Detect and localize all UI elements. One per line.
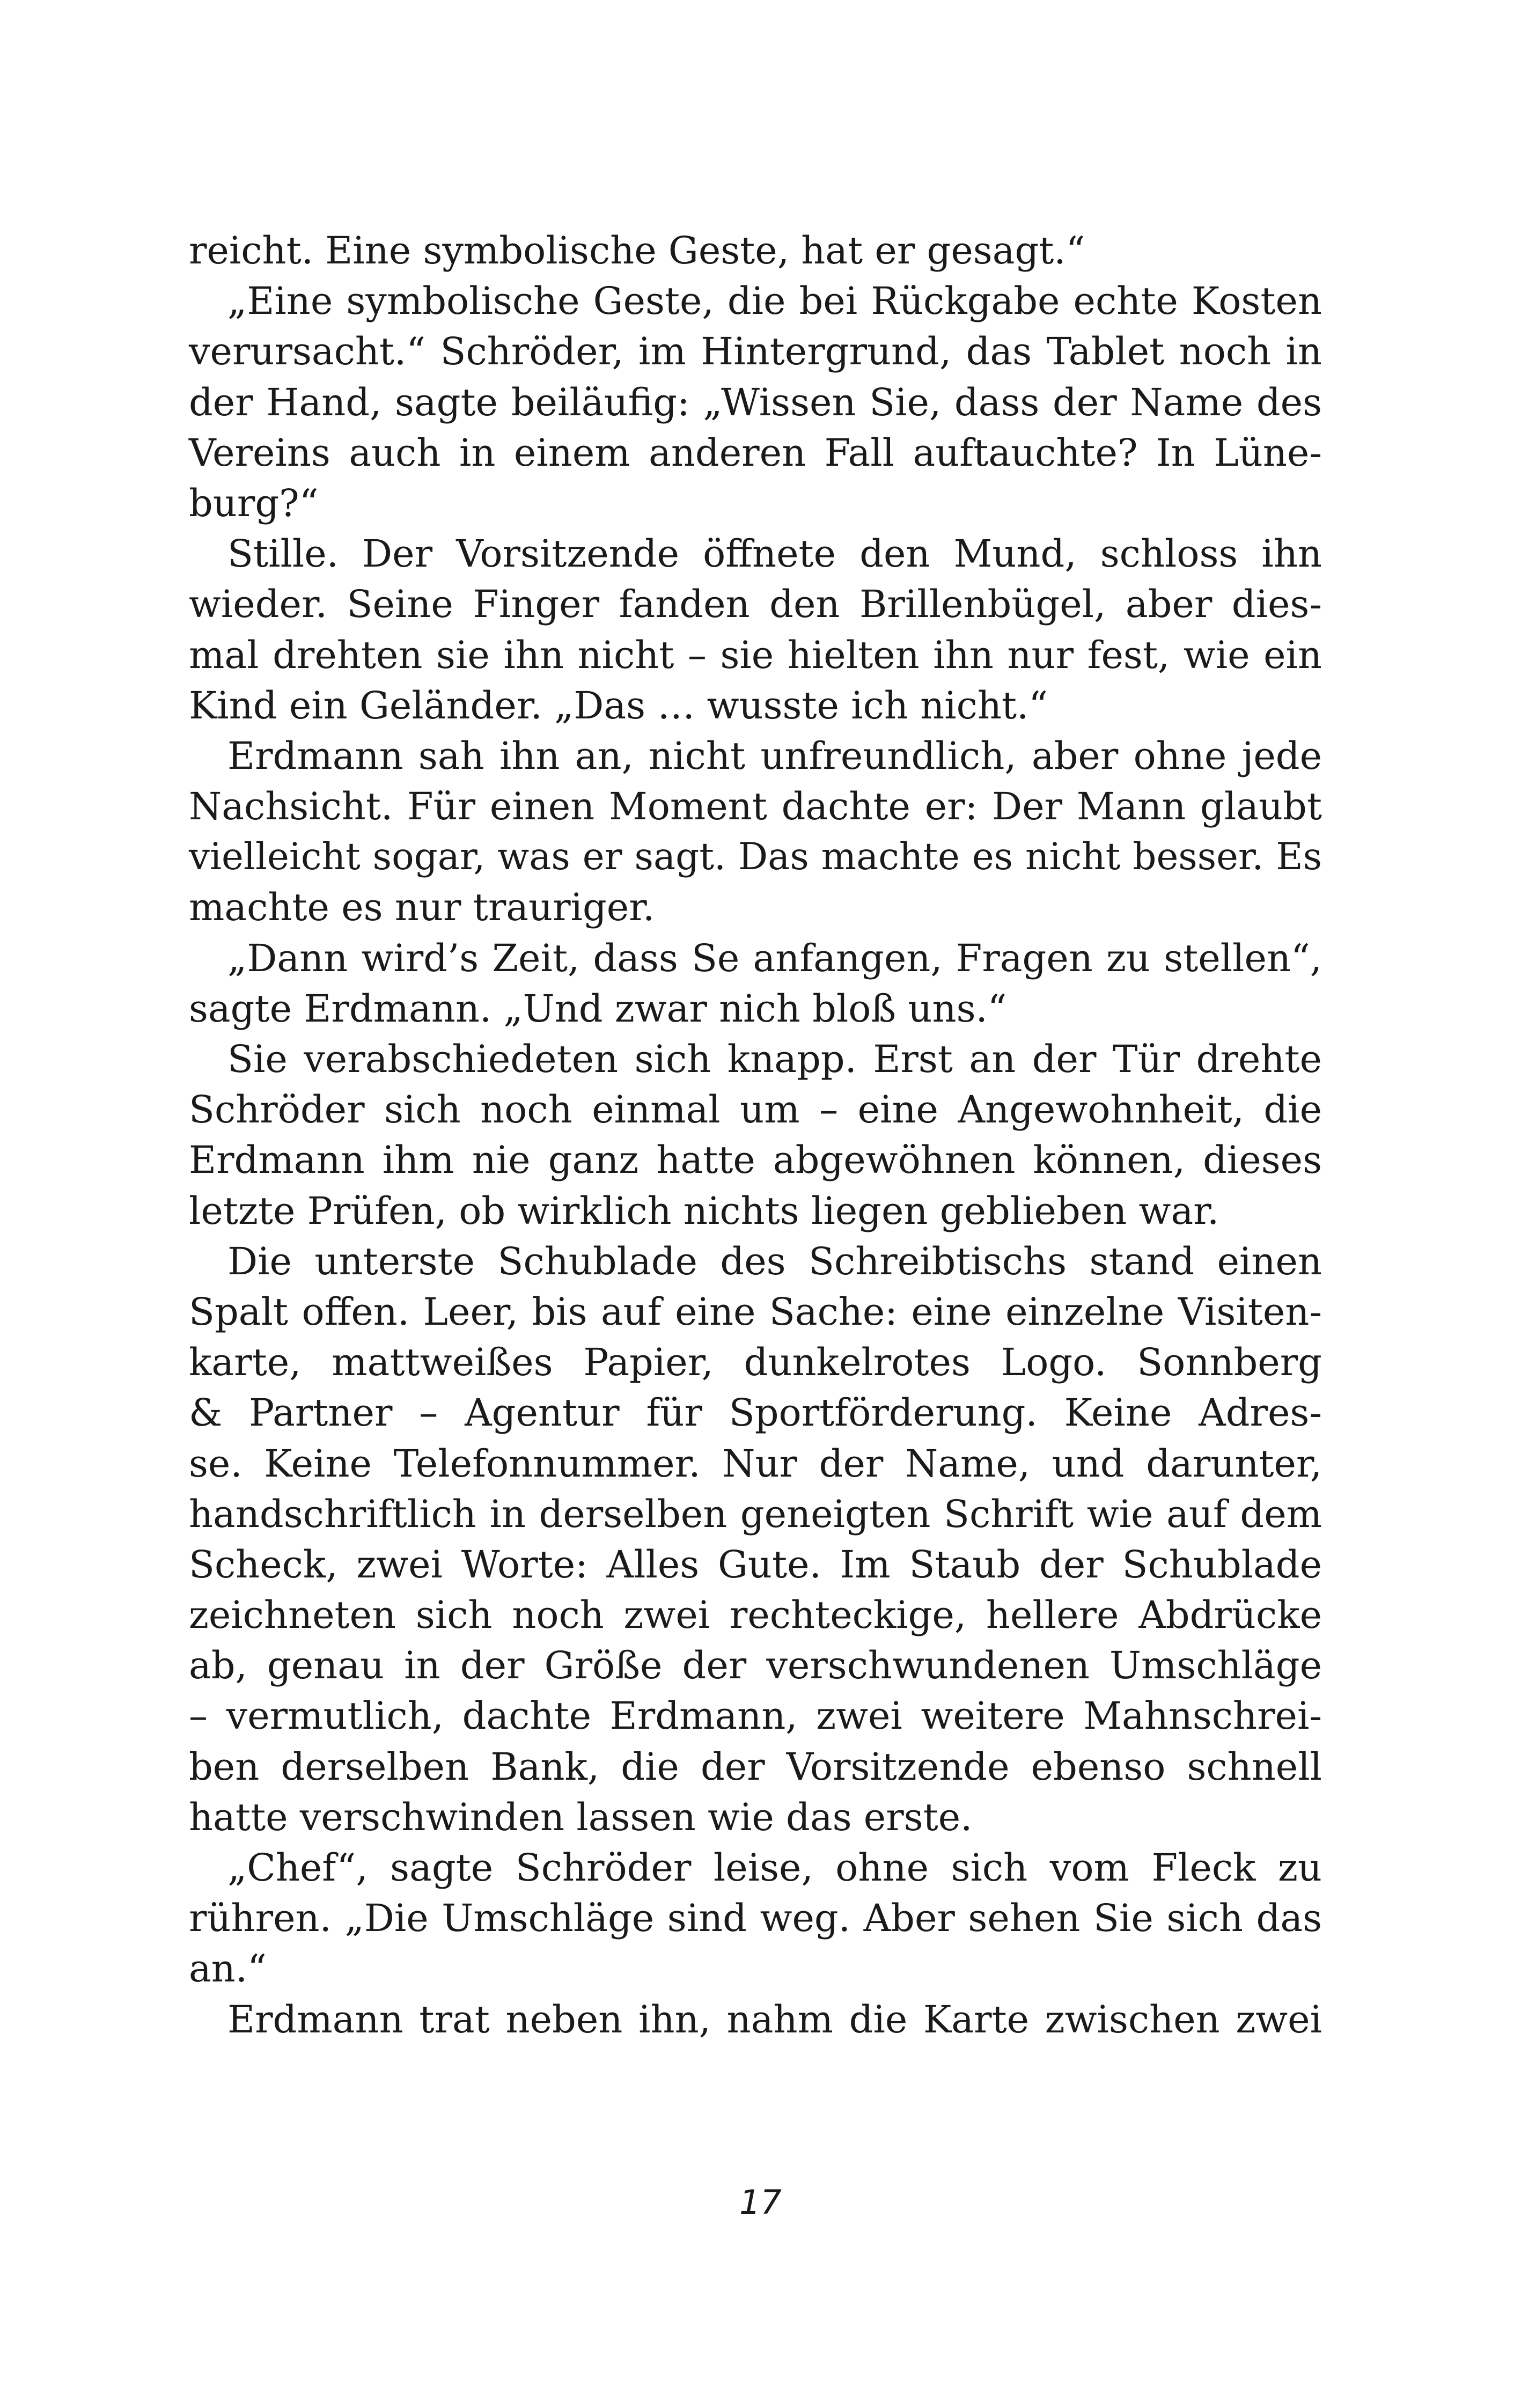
body-text bbox=[189, 225, 1322, 2045]
text-line: machte es nur trauriger. bbox=[189, 885, 655, 930]
text-line: karte, mattweißes Papier, dunkelrotes Logo. Sonnberg bbox=[189, 1340, 1322, 1385]
text-line: se. Keine Telefonnummer. Nur der Name, und darunter, bbox=[189, 1441, 1322, 1486]
text-line: Kind ein Geländer. „Das … wusste ich nicht.“ bbox=[189, 683, 1048, 728]
text-line: Nachsicht. Für einen Moment dachte er: Der Mann glaubt bbox=[189, 784, 1322, 829]
text-line: wieder. Seine Finger fanden den Brillenbügel, aber dies- bbox=[189, 582, 1322, 627]
text-line: letzte Prüfen, ob wirklich nichts liegen geblieben war. bbox=[189, 1188, 1219, 1233]
text-line: vielleicht sogar, was er sagt. Das machte es nicht besser. Es bbox=[189, 835, 1322, 879]
text-line: rühren. „Die Umschläge sind weg. Aber sehen Sie sich das bbox=[189, 1896, 1322, 1941]
text-line: hatte verschwinden lassen wie das erste. bbox=[189, 1795, 973, 1839]
text-line: Stille. Der Vorsitzende öffnete den Mund, schloss ihn bbox=[227, 532, 1322, 576]
text-line: der Hand, sagte beiläufig: „Wissen Sie, dass der Name des bbox=[189, 380, 1322, 424]
text-line: sagte Erdmann. „Und zwar nich bloß uns.“ bbox=[189, 986, 1007, 1031]
text-line: & Partner – Agentur für Sportförderung. Keine Adres- bbox=[189, 1391, 1322, 1435]
text-line: ben derselben Bank, die der Vorsitzende ebenso schnell bbox=[189, 1744, 1322, 1789]
text-line: mal drehten sie ihn nicht – sie hielten ihn nur fest, wie ein bbox=[189, 633, 1322, 677]
text-line: Erdmann ihm nie ganz hatte abgewöhnen können, dieses bbox=[189, 1138, 1322, 1183]
text-line: verursacht.“ Schröder, im Hintergrund, das Tablet noch in bbox=[189, 329, 1322, 374]
text-line: Vereins auch in einem anderen Fall auftauchte? In Lüne- bbox=[189, 430, 1322, 475]
text-line: Sie verabschiedeten sich knapp. Erst an der Tür drehte bbox=[227, 1037, 1322, 1081]
text-line: zeichneten sich noch zwei rechteckige, hellere Abdrücke bbox=[189, 1593, 1322, 1638]
text-line: Erdmann sah ihn an, nicht unfreundlich, aber ohne jede bbox=[227, 733, 1322, 778]
text-line: an.“ bbox=[189, 1947, 267, 1991]
text-line: handschriftlich in derselben geneigten Schrift wie auf dem bbox=[189, 1492, 1322, 1536]
text-line: – vermutlich, dachte Erdmann, zwei weitere Mahnschrei- bbox=[189, 1694, 1322, 1738]
text-line: „Chef“, sagte Schröder leise, ohne sich vom Fleck zu bbox=[227, 1846, 1322, 1890]
text-line: reicht. Eine symbolische Geste, hat er gesagt.“ bbox=[189, 229, 1085, 273]
text-line: Spalt offen. Leer, bis auf eine Sache: eine einzelne Visiten- bbox=[189, 1289, 1322, 1334]
text-line: „Dann wird’s Zeit, dass Se anfangen, Fragen zu stellen“, bbox=[227, 936, 1322, 980]
text-line: burg?“ bbox=[189, 481, 319, 525]
text-line: Schröder sich noch einmal um – eine Angewohnheit, die bbox=[189, 1088, 1322, 1132]
page-number: 17 bbox=[739, 2183, 782, 2222]
text-line: Die unterste Schublade des Schreibtischs stand einen bbox=[227, 1239, 1322, 1283]
text-line: „Eine symbolische Geste, die bei Rückgabe echte Kosten bbox=[227, 279, 1322, 324]
text-line: Scheck, zwei Worte: Alles Gute. Im Staub der Schublade bbox=[189, 1542, 1322, 1587]
text-line: ab, genau in der Größe der verschwundenen Umschläge bbox=[189, 1643, 1322, 1688]
text-line: Erdmann trat neben ihn, nahm die Karte zwischen zwei bbox=[227, 1997, 1322, 2042]
